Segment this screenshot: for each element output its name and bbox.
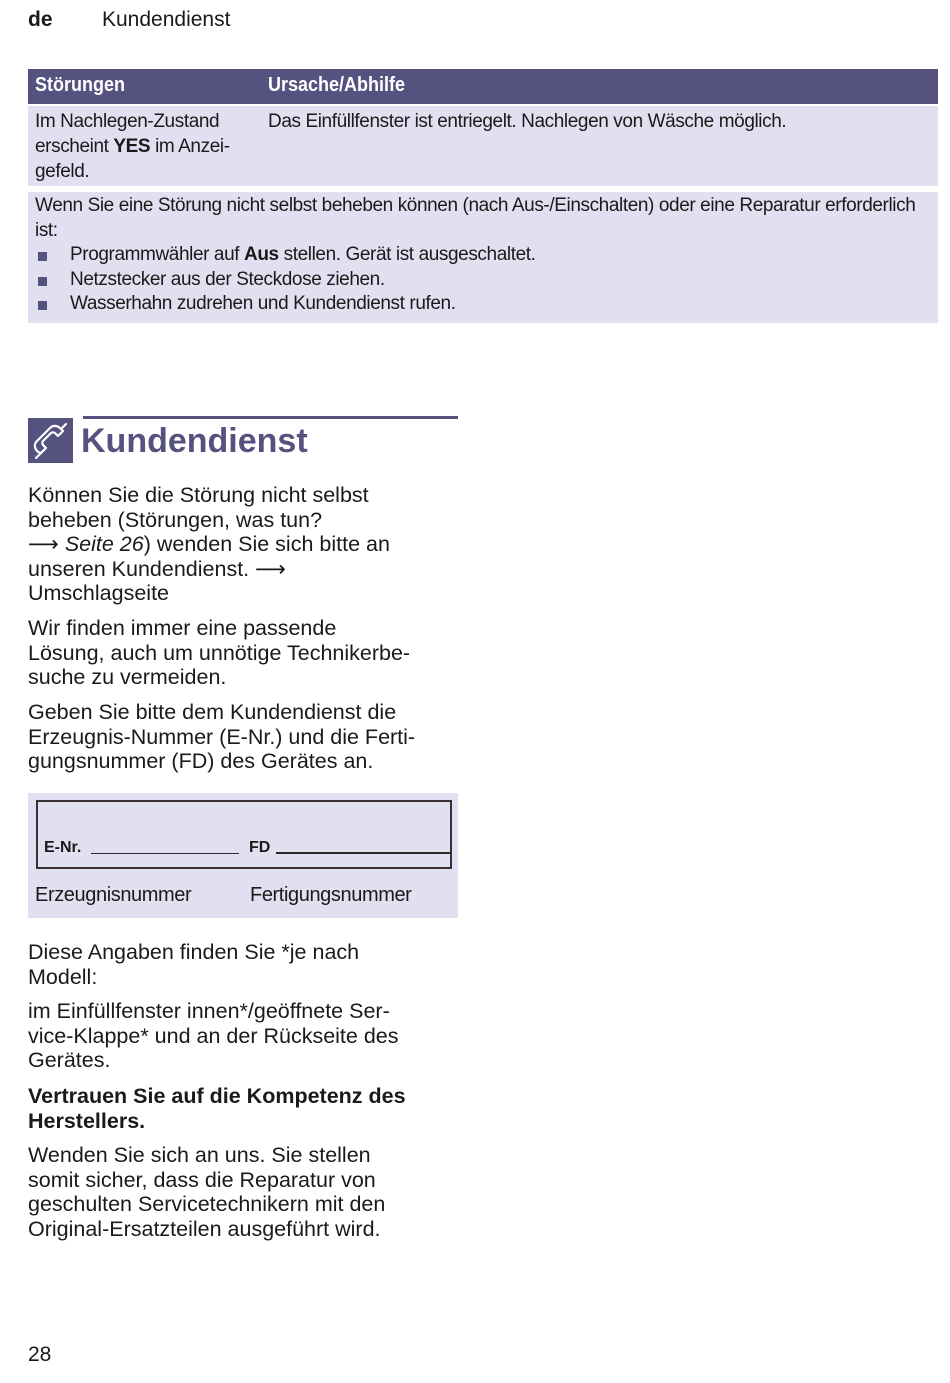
text-line: im Einfüllfenster innen*/geöffnete Ser- [28,999,390,1023]
list-item [35,268,536,293]
paragraph-where [28,999,468,1073]
bullet-bold-text: Aus [244,244,279,265]
column-header-faults: Störungen [35,74,125,96]
bullet-text: Wasserhahn zudrehen und Kundendienst rufen. [70,293,456,314]
text-line: Wir finden immer eine passende [28,616,337,640]
fault-cell [35,109,260,184]
text-line: beheben (Störungen, was tun? [28,507,323,532]
page-number: 28 [28,1343,52,1366]
paragraph-contact [28,483,468,606]
page-reference-link[interactable]: Seite 26 [64,532,144,556]
remedy-cell: Das Einfüllfenster ist entriegelt. Nachlegen von Wäsche möglich. [268,111,787,132]
list-item [35,292,536,317]
bullet-square-icon [38,301,47,310]
text-line: Herstellers. [28,1108,146,1133]
fault-text: erscheint [35,136,114,157]
text-line: Diese Angaben finden Sie *je nach [28,940,360,964]
fault-line [35,134,260,159]
bullet-square-icon [38,277,47,286]
bold-statement [28,1084,468,1133]
text-line: Geben Sie bitte dem Kundendienst die [28,700,397,724]
bullet-square-icon [38,252,47,261]
text-line: Wenden Sie sich an uns. Sie stellen [28,1143,371,1167]
arrow-icon: ⟶ [28,532,59,556]
fault-display-value: YES [113,136,151,157]
text-line: gungsnummer (FD) des Gerätes an. [28,749,374,773]
text-line [28,532,468,557]
fault-line: Im Nachlegen-Zustand [35,111,220,132]
paragraph-location [28,940,468,989]
text-line: geschulten Servicetechnikern mit den [28,1192,386,1216]
section-rule [83,416,458,419]
language-code: de [28,8,53,31]
fault-text: im Anzei- [150,136,230,157]
text-line: Umschlagseite [28,581,169,605]
enr-label: E-Nr. [44,839,82,856]
phone-icon [28,418,73,463]
column-header-remedy: Ursache/Abhilfe [268,74,406,96]
fd-label: FD [249,839,271,856]
text-line: Modell: [28,964,98,989]
enr-caption: Erzeugnisnummer [35,884,192,906]
paragraph-solution [28,616,468,690]
text-line: somit sicher, dass die Reparatur von [28,1167,376,1192]
text-line: Gerätes. [28,1048,111,1072]
text-line: vice-Klappe* und an der Rückseite des [28,1023,399,1048]
section-title: Kundendienst [81,422,308,460]
notice-text: Wenn Sie eine Störung nicht selbst beheben können (nach Aus-/Einschalten) oder eine Reparatur erforderlich ist: [35,195,916,241]
running-header-title: Kundendienst [102,8,231,31]
paragraph-assurance [28,1143,468,1241]
bullet-text: stellen. Gerät ist ausgeschaltet. [278,244,536,265]
list-item [35,243,536,268]
text-line: suche zu vermeiden. [28,665,227,689]
bullet-text: Netzstecker aus der Steckdose ziehen. [70,268,385,290]
fd-caption: Fertigungsnummer [250,884,412,906]
text-line: Original-Ersatzteilen ausgeführt wird. [28,1216,381,1241]
table-row [28,106,938,186]
text-line: Lösung, auch um unnötige Technikerbe- [28,640,411,665]
text-line: Erzeugnis-Nummer (E-Nr.) und die Ferti- [28,724,416,749]
text-line: Vertrauen Sie auf die Kompetenz des [28,1084,406,1108]
rating-plate-frame [36,800,452,869]
notice-bullet-list [35,243,536,317]
notice-box [28,192,938,323]
fault-line: gefeld. [35,161,90,182]
text-line: unseren Kundendienst. ⟶ [28,556,286,581]
enr-line [91,853,239,854]
bullet-text: Programmwähler auf [70,244,245,265]
rating-plate-box [28,793,458,918]
text-span: ) wenden Sie sich bitte an [143,532,390,556]
fd-line [276,852,450,854]
text-line: Können Sie die Störung nicht selbst [28,483,369,507]
paragraph-numbers [28,700,468,774]
table-header [28,69,938,104]
